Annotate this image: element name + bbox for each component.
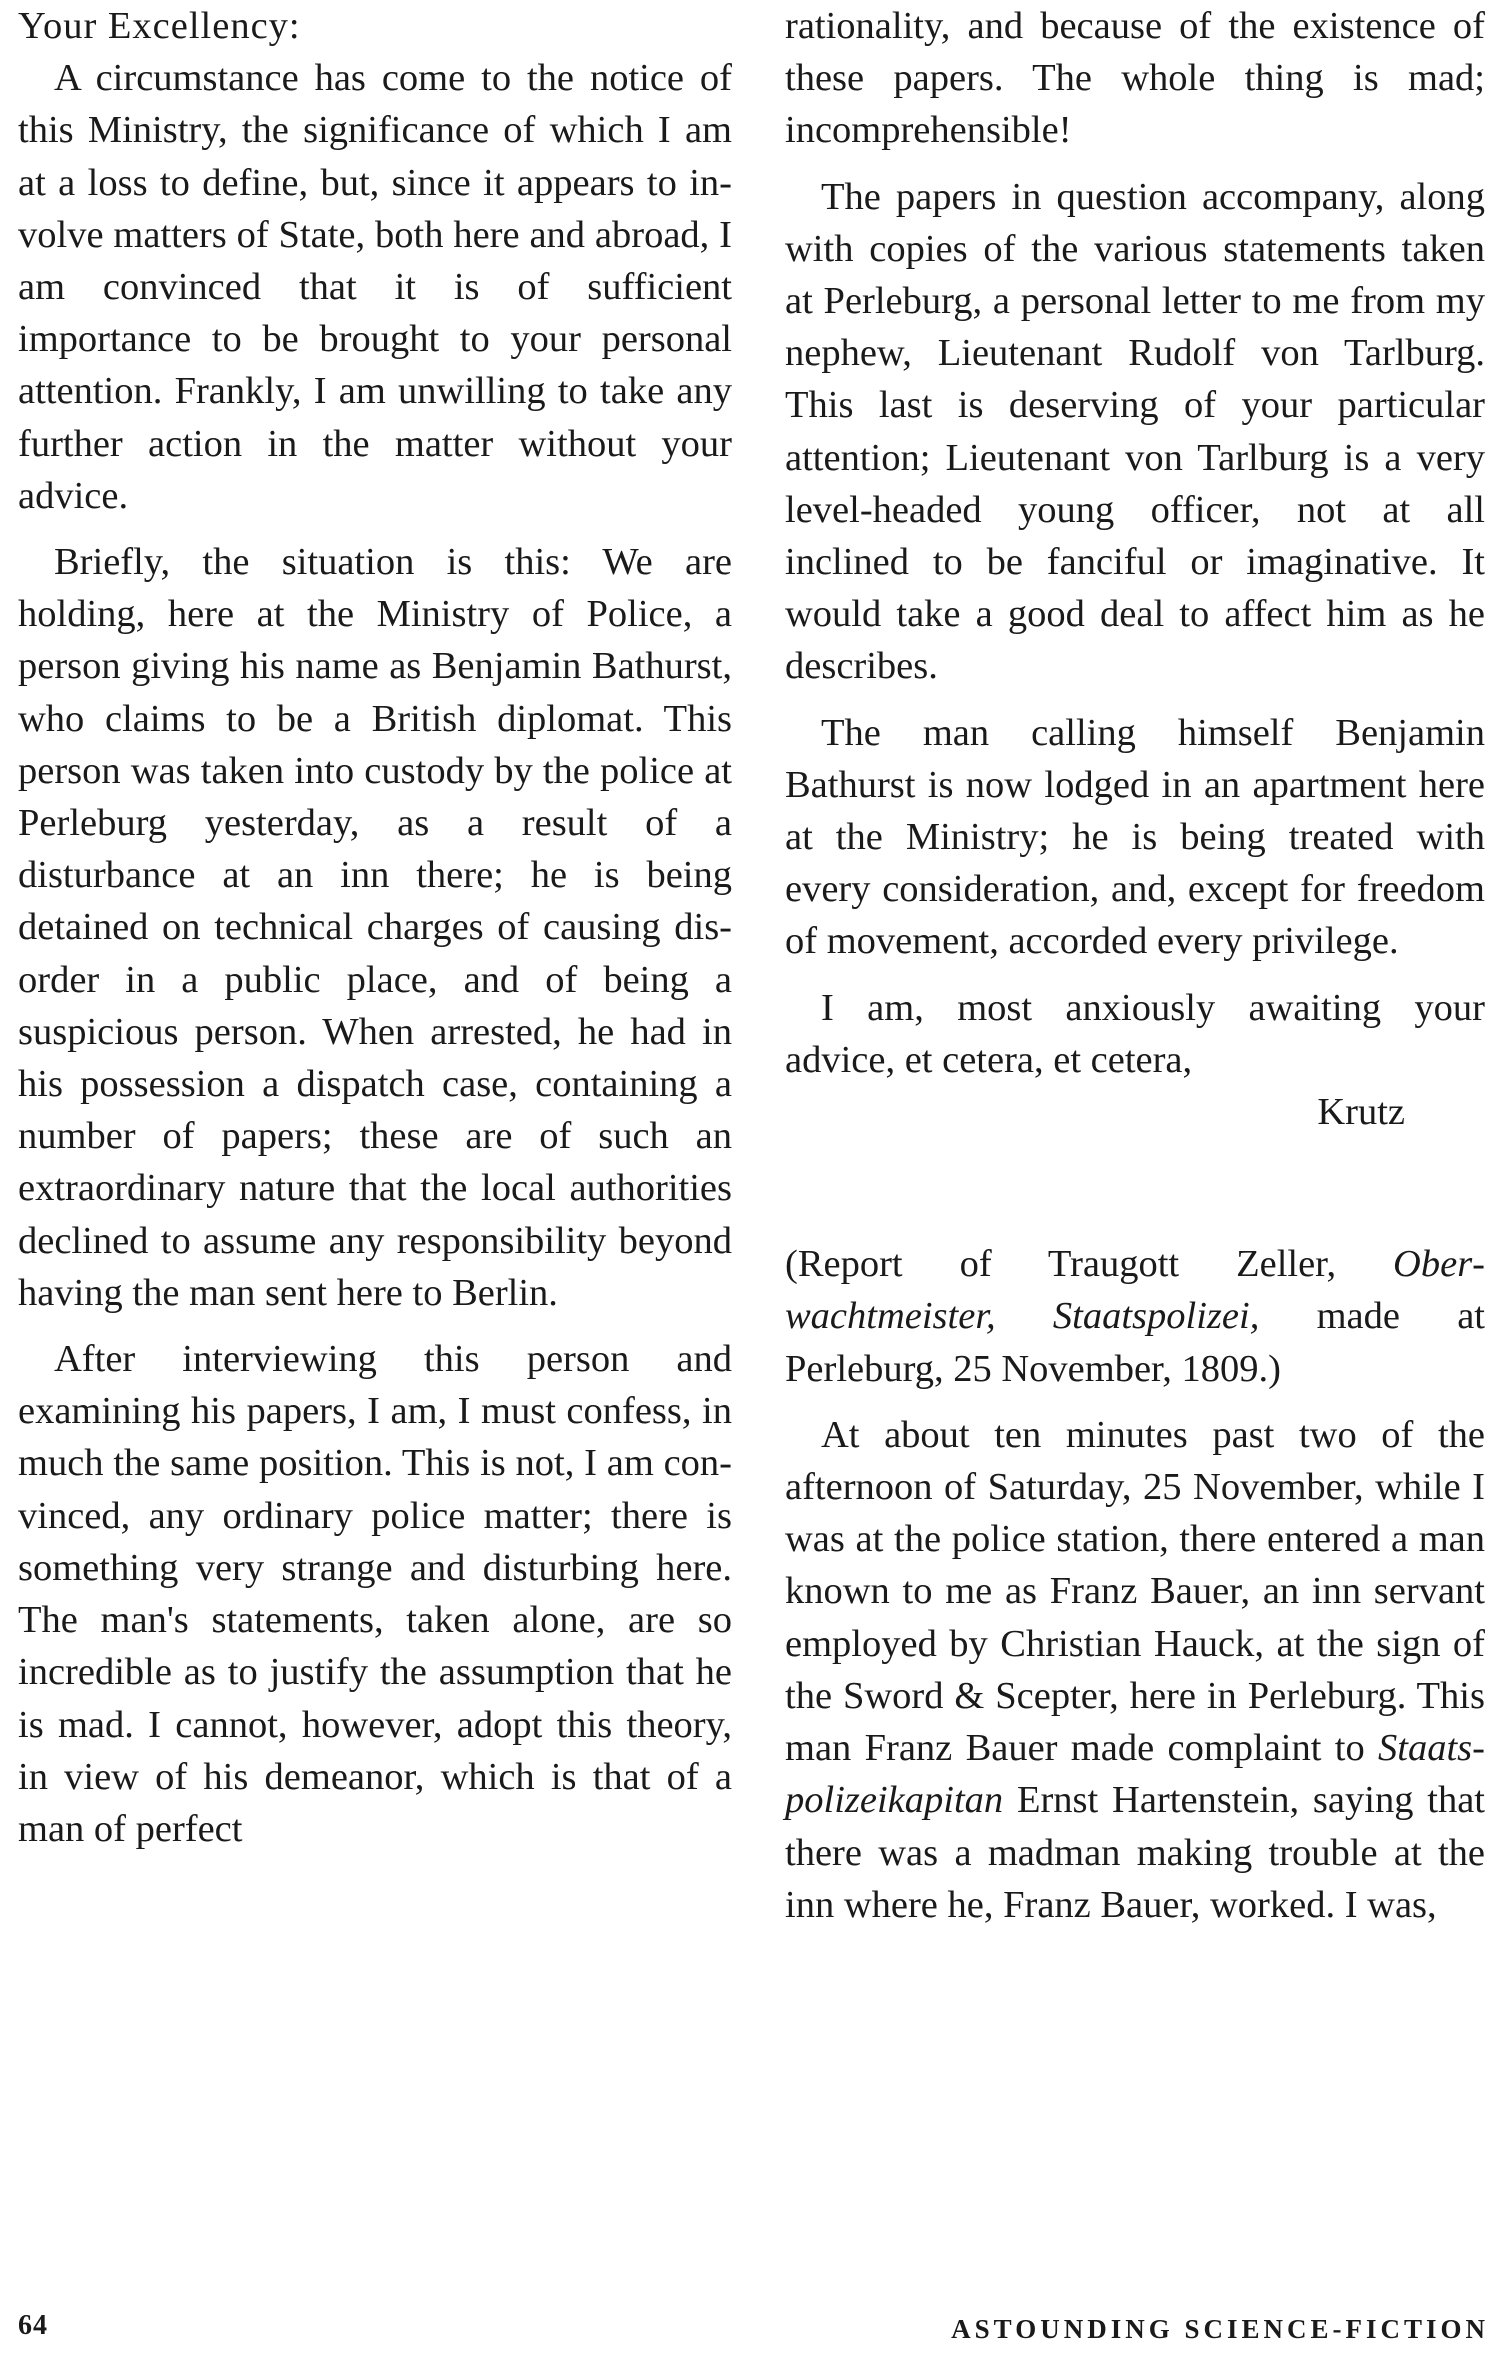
letter-paragraph-3-continued: rationality, and because of the existence of these papers. The whole thing is mad; incomprehensible! (785, 5, 1485, 152)
signature: Krutz (1317, 1091, 1405, 1134)
letter-paragraph-5: The man calling himself Benjamin Bathurst is now lodged in an apartment here at the Ministry; he is being treated with every consideration, and, except for freedom of movement, accorded every privilege. (785, 711, 1485, 963)
letter-paragraph-4: The papers in question accompany, along with copies of the various statements taken at Perleburg, a personal letter to me from my nephew, Lieutenant Rudolf von Tarlburg. This last is deserving of your particular attention; Lieutenant von Tarlburg is a very level-headed young officer, not at all inclined to be fanciful or imaginative. It would take a good deal to affect him as he describes. (785, 175, 1485, 688)
report-heading-italic: Oberwachtmeister, Staatspolizei, (785, 1243, 1485, 1338)
magazine-title: ASTOUNDING SCIENCE-FICTION (951, 2314, 1489, 2344)
right-column (785, 0, 1485, 1931)
report-heading-prefix: (Report of Traugott Zeller, (785, 1243, 1394, 1286)
salutation: Your Excellency: (18, 5, 301, 47)
report-paragraph-1-italic: Staatspolizeikapitan (785, 1727, 1485, 1822)
page-number: 64 (18, 2310, 48, 2341)
report-paragraph-1-part2: Ernst Hartenstein, saying that there was a madman making trouble at the inn where he, Franz Bauer, worked. I was, (785, 1779, 1485, 1926)
report-paragraph-1 (785, 1409, 1485, 1931)
report-heading-suffix: made at Perleburg, 25 November, 1809.) (785, 1295, 1485, 1390)
letter-paragraph-3: After interviewing this person and examining his papers, I am, I must confess, in much the same position. This is not, I am convinced, any ordinary police matter; there is something very strange and disturbing here. The man's statements, taken alone, are so incredible as to justify the assumption that he is mad. I cannot, however, adopt this theory, in view of his demeanor, which is that of a man of perfect (18, 1338, 732, 1850)
left-column (18, 0, 732, 1855)
letter-paragraph-2: Briefly, the situation is this: We are holding, here at the Ministry of Police, a person giving his name as Benjamin Bathurst, who claims to be a British diplomat. This person was taken into custody by the police at Perleburg yesterday, as a result of a disturbance at an inn there; he is being detained on technical charges of causing disorder in a public place, and of being a suspicious person. When arrested, he had in his possession a dispatch case, containing a number of papers; these are of such an extraordinary nature that the local authorities declined to assume any responsibility beyond having the man sent here to Berlin. (18, 541, 732, 1314)
letter-paragraph-1: A circumstance has come to the notice of this Ministry, the significance of which I am at a loss to define, but, since it appears to involve matters of State, both here and abroad, I am convinced that it is of sufficient importance to be brought to your personal attention. Frankly, I am unwilling to take any further action in the matter without your advice. (18, 57, 732, 517)
letter-closing: I am, most anxiously awaiting your advice, et cetera, et cetera, (785, 986, 1485, 1081)
report-paragraph-1-part1: At about ten minutes past two of the afternoon of Saturday, 25 November, while I was at the police station, there entered a man known to me as Franz Bauer, an inn servant employed by Christian Hauck, at the sign of the Sword & Scepter, here in Perleburg. This man Franz Bauer made complaint to (785, 1413, 1485, 1770)
report-heading (785, 1238, 1485, 1395)
